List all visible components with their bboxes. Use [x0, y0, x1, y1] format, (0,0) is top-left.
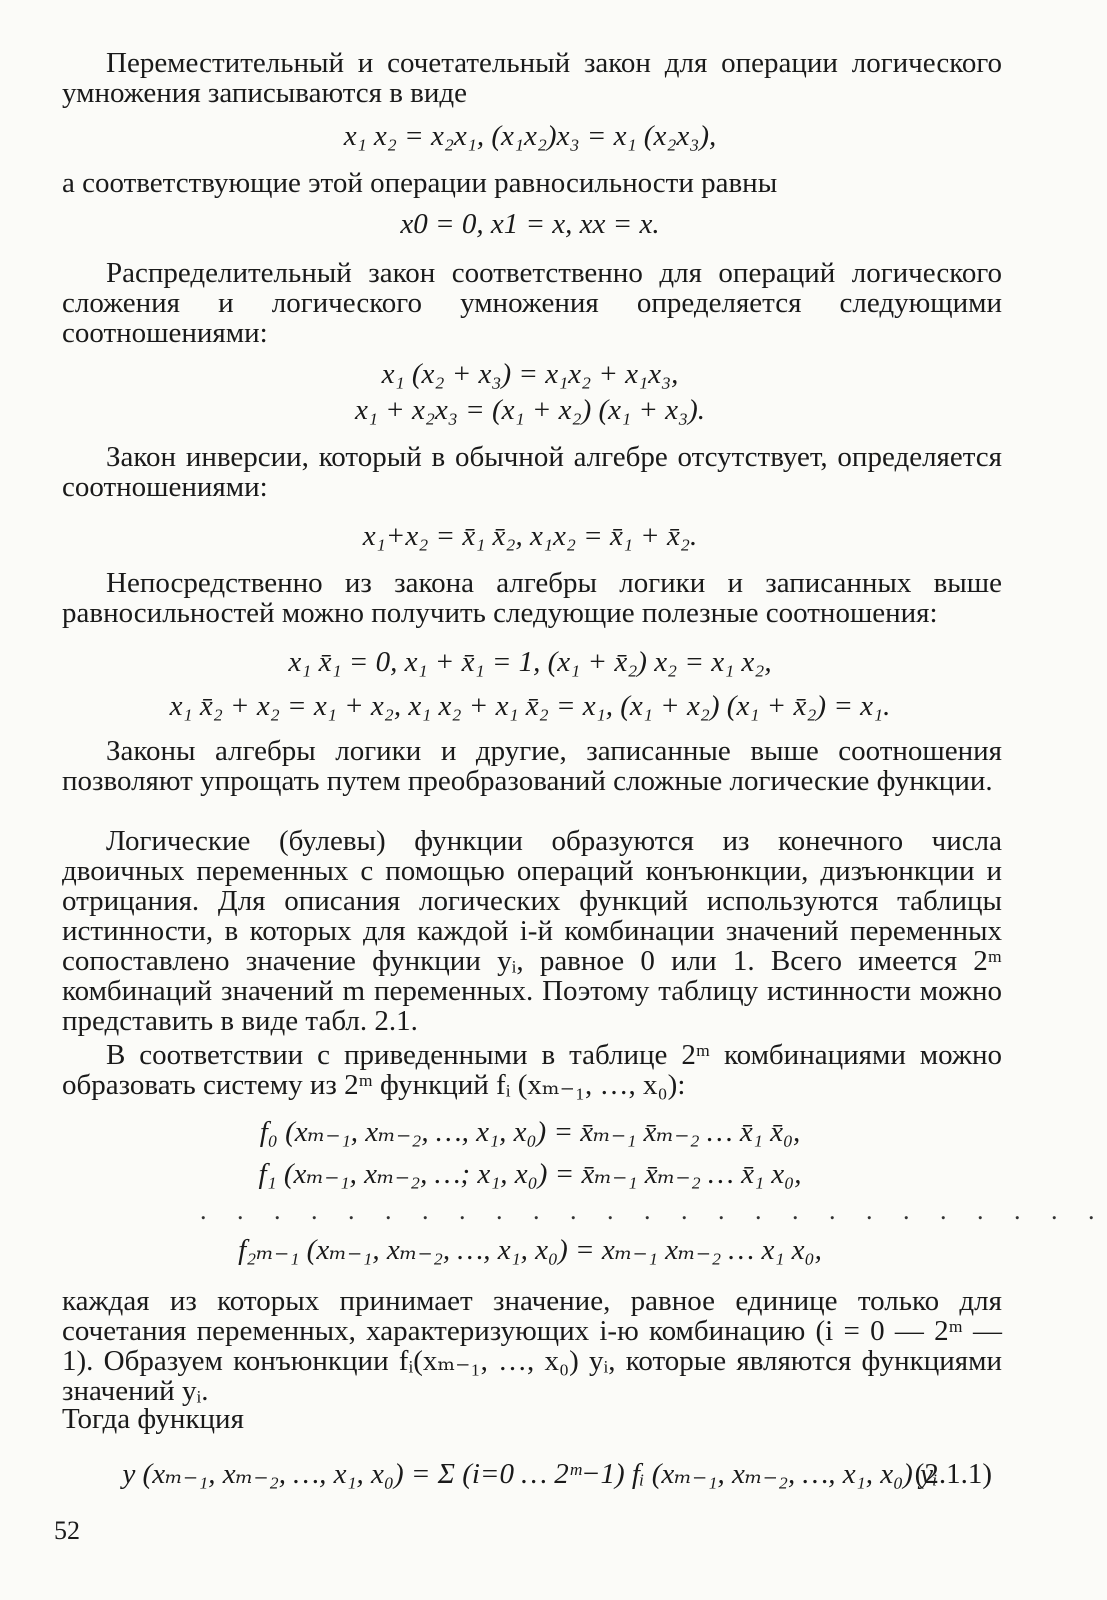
equation-equivalences: x0 = 0, x1 = x, xx = x.: [400, 208, 660, 240]
equation-inversion: x₁+x₂ = x̄₁ x̄₂, x₁x₂ = x̄₁ + x̄₂.: [362, 520, 698, 552]
equation-useful-1: x₁ x̄₁ = 0, x₁ + x̄₁ = 1, (x₁ + x̄₂) x₂ = x₁ x₂,: [288, 646, 772, 678]
equation-useful-2: x₁ x̄₂ + x₂ = x₁ + x₂, x₁ x₂ + x₁ x̄₂ = x₁, (x₁ + x₂) (x₁ + x̄₂) = x₁.: [169, 690, 891, 722]
page-number: 52: [54, 1516, 80, 1545]
equation-commutative: x₁ x₂ = x₂x₁, (x₁x₂)x₃ = x₁ (x₂x₃),: [343, 120, 717, 152]
equation-ellipsis-row: . . . . . . . . . . . . . . . . . . . . . . . . .: [200, 1196, 1107, 1225]
equation-2-1-1: [60, 1458, 1000, 1490]
paragraph-simplification: Законы алгебры логики и другие, записанные выше соотношения позволяют упрощать путем преобразований сложные логические функции.: [62, 735, 1002, 797]
equation-f0: f₀ (xₘ₋₁, xₘ₋₂, …, x₁, x₀) = x̄ₘ₋₁ x̄ₘ₋₂ … x̄₁ x̄₀,: [259, 1116, 801, 1148]
equation-distributive-2: x₁ + x₂x₃ = (x₁ + x₂) (x₁ + x₃).: [354, 394, 706, 426]
equation-f1: f₁ (xₘ₋₁, xₘ₋₂, …; x₁, x₀) = x̄ₘ₋₁ x̄ₘ₋₂ … x̄₁ x₀,: [258, 1158, 802, 1190]
equation-f-last: f₂ₘ₋₁ (xₘ₋₁, xₘ₋₂, …, x₁, x₀) = xₘ₋₁ xₘ₋₂ … x₁ x₀,: [238, 1234, 822, 1266]
paragraph-inversion-law: Закон инверсии, который в обычной алгебре отсутствует, определяется соотношениями:: [62, 441, 1002, 503]
paragraph-distributive-law: Распределительный закон соответственно для операций логического сложения и логического умножения определяется следующими соотношениями:: [62, 257, 1002, 349]
equation-number: (2.1.1): [914, 1458, 992, 1490]
paragraph-then-function: Тогда функция: [62, 1403, 244, 1435]
paragraph-equivalences: а соответствующие этой операции равносильности равны: [62, 167, 778, 199]
paragraph-boolean-functions: Логические (булевы) функции образуются из конечного числа двоичных переменных с помощью операций конъюнкции, дизъюнкции и отрицания. Для описания логических функций используются таблицы истинности, в которых для каждой i-й комбинации значений переменных сопоставлено значение функции yᵢ, равное 0 или 1. Всего имеется 2ᵐ комбинаций значений m переменных. Поэтому таблицу истинности можно представить в виде табл. 2.1.: [62, 825, 1002, 1037]
equation-distributive-1: x₁ (x₂ + x₃) = x₁x₂ + x₁x₃,: [381, 358, 679, 390]
paragraph-commutative-law: Переместительный и сочетательный закон для операции логического умножения записываются в виде: [62, 47, 1002, 109]
paragraph-useful-relations: Непосредственно из закона алгебры логики и записанных выше равносильностей можно получить следующие полезные соотношения:: [62, 567, 1002, 629]
paragraph-function-system: В соответствии с приведенными в таблице 2ᵐ комбинациями можно образовать систему из 2ᵐ функций fᵢ (xₘ₋₁, …, x₀):: [62, 1039, 1002, 1101]
equation-2-1-1-body: y (xₘ₋₁, xₘ₋₂, …, x₁, x₀) = Σ (i=0 … 2ᵐ−1) fᵢ (xₘ₋₁, xₘ₋₂, …, x₁, x₀) yᵢ: [122, 1458, 938, 1490]
paragraph-conjunctions: каждая из которых принимает значение, равное единице только для сочетания переменных, характеризующих i-ю комбинацию (i = 0 — 2ᵐ — 1). Образуем конъюнкции fᵢ(xₘ₋₁, …, x₀) yᵢ, которые являются функциями значений yᵢ.: [62, 1285, 1002, 1407]
